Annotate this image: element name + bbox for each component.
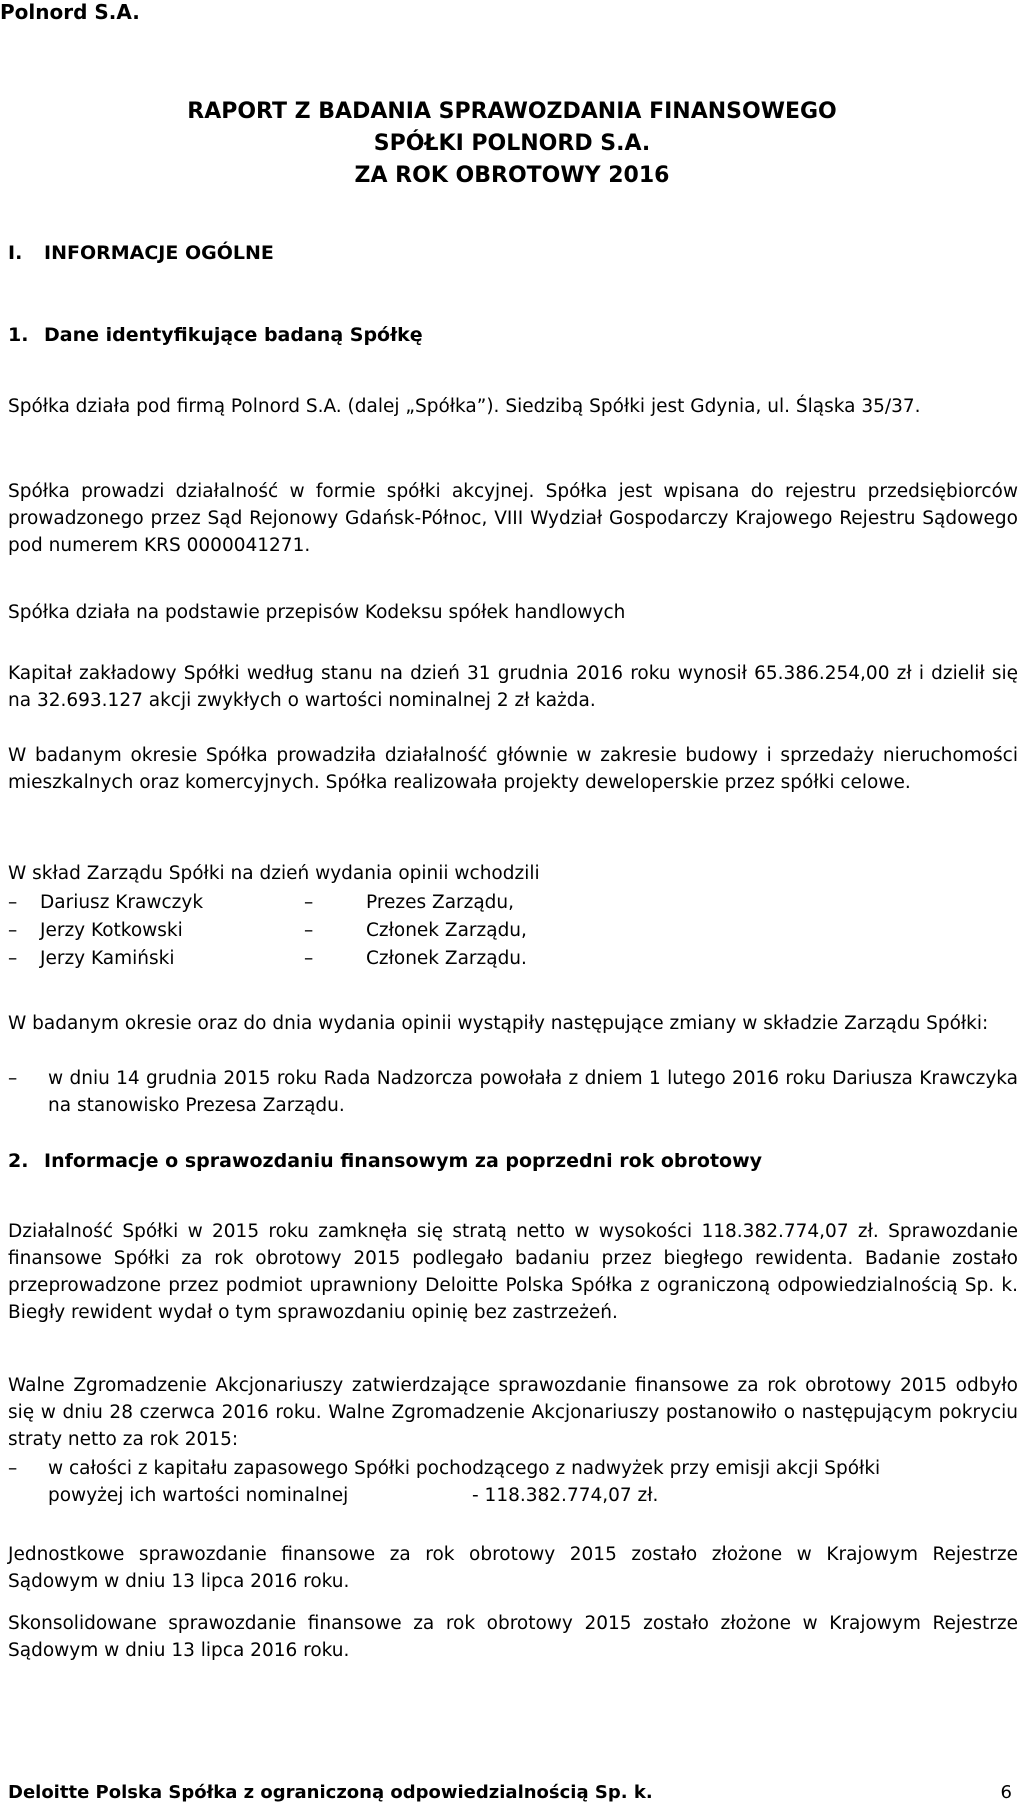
paragraph-board-intro: W skład Zarządu Spółki na dzień wydania opinii wchodzili — [8, 863, 540, 884]
dash-marker: – — [8, 920, 18, 941]
paragraph-legal-basis: Spółka działa na podstawie przepisów Kodeksu spółek handlowych — [8, 602, 626, 623]
loss-coverage-item — [8, 1455, 1018, 1509]
subsection-heading-identification — [8, 324, 423, 346]
subsection-title: Informacje o sprawozdaniu finansowym za poprzedni rok obrotowy — [44, 1150, 763, 1172]
loss-coverage-desc: powyżej ich wartości nominalnej — [48, 1485, 349, 1506]
company-header: Polnord S.A. — [0, 0, 140, 24]
board-member-role: Członek Zarządu, — [366, 920, 527, 941]
board-change-item — [8, 1065, 1018, 1119]
paragraph-legal-form: Spółka prowadzi działalność w formie spółki akcyjnej. Spółka jest wpisana do rejestru przedsiębiorców prowadzonego przez Sąd Rejonowy Gdańsk-Północ, VIII Wydział Gospodarczy Krajowego Rejestru Sądowego pod numerem KRS 0000041271. — [8, 481, 1018, 556]
board-member-name: Jerzy Kamiński — [40, 948, 175, 969]
board-member-role: Członek Zarządu. — [366, 948, 527, 969]
subsection-heading-prior-year — [8, 1150, 762, 1172]
report-title — [0, 96, 1024, 192]
board-change-text: w dniu 14 grudnia 2015 roku Rada Nadzorcza powołała z dniem 1 lutego 2016 roku Dariusza Krawczyka na stanowisko Prezesa Zarządu. — [48, 1068, 1018, 1116]
loss-coverage-line-1: w całości z kapitału zapasowego Spółki pochodzącego z nadwyżek przy emisji akcji Spółki — [48, 1458, 881, 1479]
paragraph-standalone-filing: Jednostkowe sprawozdanie finansowe za rok obrotowy 2015 zostało złożone w Krajowym Rejestrze Sądowym w dniu 13 lipca 2016 roku. — [8, 1544, 1018, 1592]
board-member-name: Dariusz Krawczyk — [40, 892, 204, 913]
dash-separator: – — [304, 948, 314, 969]
loss-coverage-line-2 — [48, 1482, 1018, 1509]
dash-marker: – — [8, 892, 18, 913]
report-title-line-3: ZA ROK OBROTOWY 2016 — [354, 163, 670, 188]
paragraph-board-changes: W badanym okresie oraz do dnia wydania opinii wystąpiły następujące zmiany w składzie Zarządu Spółki: — [8, 1013, 989, 1034]
paragraph-shareholders-meeting: Walne Zgromadzenie Akcjonariuszy zatwierdzające sprawozdanie finansowe za rok obrotowy 2015 odbyło się w dniu 28 czerwca 2016 roku. Walne Zgromadzenie Akcjonariuszy postanowiło o następującym pokryciu straty netto za rok 2015: — [8, 1375, 1018, 1450]
board-member-role: Prezes Zarządu, — [366, 892, 515, 913]
paragraph-consolidated-filing: Skonsolidowane sprawozdanie finansowe za rok obrotowy 2015 zostało złożone w Krajowym Rejestrze Sądowym w dniu 13 lipca 2016 roku. — [8, 1613, 1018, 1661]
dash-marker: – — [8, 1458, 18, 1479]
section-title: INFORMACJE OGÓLNE — [44, 242, 274, 264]
loss-coverage-amount: - 118.382.774,07 zł. — [472, 1485, 659, 1506]
subsection-number: 2. — [8, 1150, 29, 1172]
dash-separator: – — [304, 892, 314, 913]
paragraph-business-activity: W badanym okresie Spółka prowadziła działalność głównie w zakresie budowy i sprzedaży nieruchomości mieszkalnych oraz komercyjnych. Spółka realizowała projekty deweloperskie przez spółki celowe. — [8, 745, 1018, 793]
dash-marker: – — [8, 948, 18, 969]
dash-separator: – — [304, 920, 314, 941]
paragraph-company-name: Spółka działa pod firmą Polnord S.A. (dalej „Spółka”). Siedzibą Spółki jest Gdynia, ul. Śląska 35/37. — [8, 396, 921, 417]
paragraph-prior-year-result: Działalność Spółki w 2015 roku zamknęła się stratą netto w wysokości 118.382.774,07 zł. Sprawozdanie finansowe Spółki za rok obrotowy 2015 podlegało badaniu przez biegłego rewidenta. Badanie zostało przeprowadzone przez podmiot uprawniony Deloitte Polska Spółka z ograniczoną odpowiedzialnością Sp. k. Biegły rewident wydał o tym sprawozdaniu opinię bez zastrzeżeń. — [8, 1221, 1018, 1323]
section-heading-general — [8, 242, 274, 264]
subsection-title: Dane identyfikujące badaną Spółkę — [44, 324, 423, 346]
paragraph-share-capital: Kapitał zakładowy Spółki według stanu na dzień 31 grudnia 2016 roku wynosił 65.386.254,00 zł i dzielił się na 32.693.127 akcji zwykłych o wartości nominalnej 2 zł każda. — [8, 663, 1018, 711]
page-number: 6 — [1000, 1782, 1012, 1803]
footer-firm: Deloitte Polska Spółka z ograniczoną odpowiedzialnością Sp. k. — [8, 1782, 653, 1803]
dash-marker: – — [8, 1068, 18, 1089]
board-member-name: Jerzy Kotkowski — [40, 920, 183, 941]
section-number: I. — [8, 242, 23, 264]
report-title-line-2: SPÓŁKI POLNORD S.A. — [373, 131, 651, 156]
report-title-line-1: RAPORT Z BADANIA SPRAWOZDANIA FINANSOWEGO — [187, 99, 837, 124]
subsection-number: 1. — [8, 324, 29, 346]
